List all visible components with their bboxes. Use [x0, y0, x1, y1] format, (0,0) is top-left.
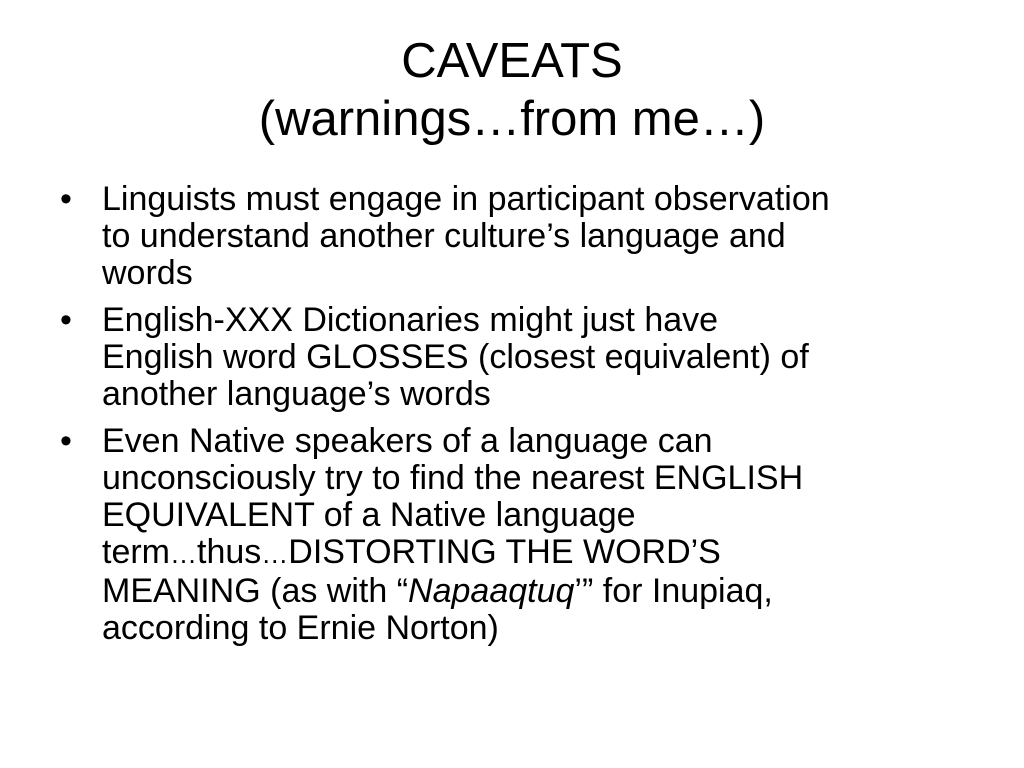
- slide-title: [0, 32, 1024, 148]
- bullet-dot: •: [60, 422, 72, 460]
- bullet-line: English-XXX Dictionaries might just have: [102, 301, 719, 339]
- bullet-line: Even Native speakers of a language can: [102, 422, 713, 460]
- bullet-line: according to Ernie Norton): [102, 609, 499, 647]
- ellipsis: …: [170, 539, 197, 569]
- bullet-line: to understand another culture’s language and: [102, 217, 786, 255]
- bullet-fragment: MEANING (as with “: [102, 572, 409, 610]
- title-line-1: CAVEATS: [401, 34, 623, 88]
- bullet-fragment: term: [102, 533, 170, 571]
- bullet-line: unconsciously try to find the nearest ENGLISH: [102, 459, 804, 497]
- italic-term: Napaaqtuq: [408, 572, 575, 610]
- bullet-dot: •: [60, 301, 72, 339]
- bullet-item: [58, 181, 978, 292]
- title-line-2: (warnings…from me…): [258, 92, 766, 146]
- bullet-dot: •: [60, 180, 72, 218]
- bullet-line: EQUIVALENT of a Native language: [102, 496, 636, 534]
- bullet-item: [58, 423, 978, 647]
- bullet-item: [58, 302, 978, 413]
- bullet-fragment: DISTORTING THE WORD’S: [288, 533, 721, 571]
- bullet-text: [102, 181, 978, 292]
- bullet-line: [102, 572, 773, 610]
- bullet-line: another language’s words: [102, 375, 491, 413]
- bullet-line: words: [102, 254, 193, 292]
- bullet-list: [58, 181, 978, 657]
- ellipsis: …: [261, 539, 289, 569]
- bullet-text: [102, 423, 978, 647]
- bullet-line: English word GLOSSES (closest equivalent) of: [102, 338, 809, 376]
- bullet-line: [102, 533, 721, 571]
- bullet-text: [102, 302, 978, 413]
- bullet-line: Linguists must engage in participant observation: [102, 180, 830, 218]
- bullet-fragment: ’” for Inupiaq,: [574, 572, 773, 610]
- bullet-fragment: thus: [197, 533, 262, 571]
